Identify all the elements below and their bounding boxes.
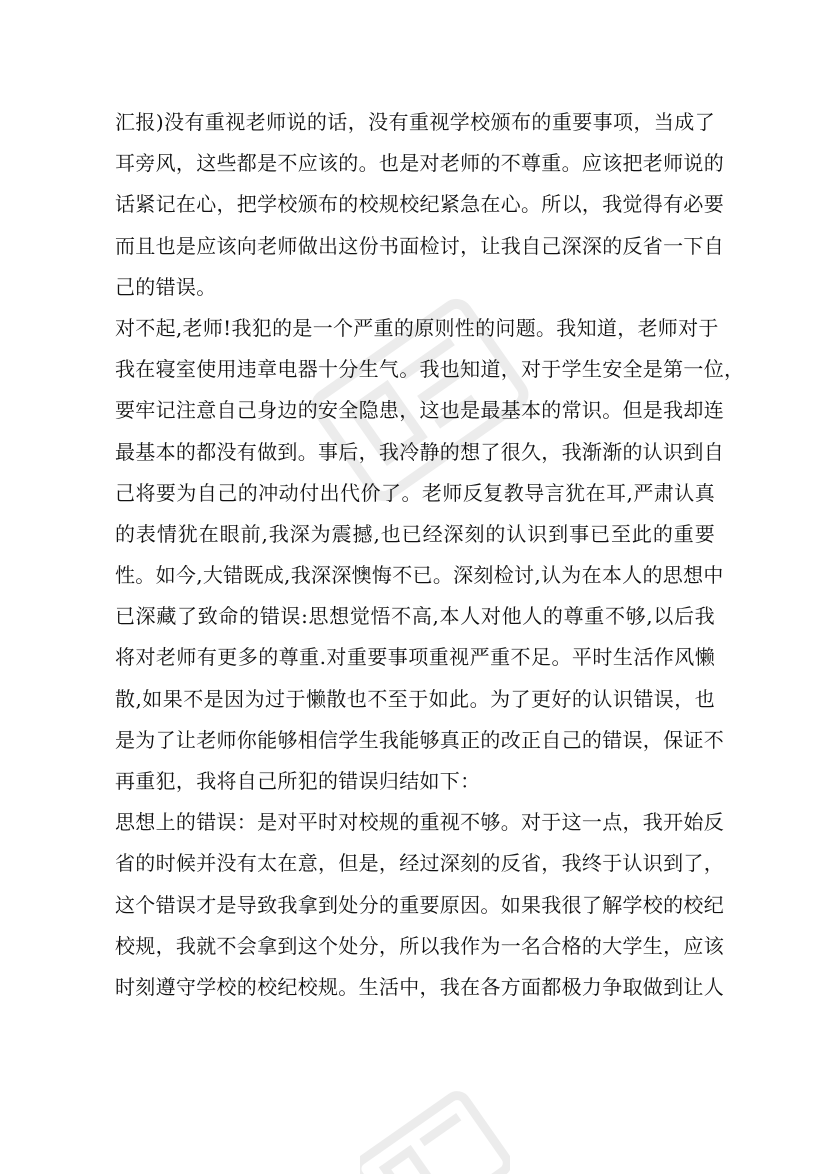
text-line: 已深藏了致命的错误:思想觉悟不高,本人对他人的尊重不够,以后我: [115, 604, 715, 629]
text-line: 己将要为自己的冲动付出代价了。老师反复教导言犹在耳,严肃认真: [115, 480, 715, 505]
text-line: 对不起,老师!我犯的是一个严重的原则性的问题。我知道，老师对于: [115, 315, 719, 340]
text-line: 的表情犹在眼前,我深为震撼,也已经深刻的认识到事已至此的重要: [115, 521, 715, 546]
text-line: 话紧记在心，把学校颁布的校规校纪紧急在心。所以，我觉得有必要: [115, 192, 724, 217]
text-line: 我在寝室使用违章电器十分生气。我也知道，对于学生安全是第一位，: [115, 357, 745, 382]
text-line: 将对老师有更多的尊重.对重要事项重视严重不足。平时生活作风懒: [115, 645, 715, 670]
text-line: 己的错误。: [115, 274, 217, 299]
text-line: 而且也是应该向老师做出这份书面检讨，让我自己深深的反省一下自: [115, 233, 724, 258]
text-line: 汇报)没有重视老师说的话，没有重视学校颁布的重要事项，当成了: [115, 110, 715, 134]
text-line: 散,如果不是因为过于懒散也不至于如此。为了更好的认识错误，也: [115, 686, 715, 711]
document-body: [115, 102, 745, 1008]
text-line: 性。如今,大错既成,我深深懊悔不已。深刻检讨,认为在本人的思想中: [115, 563, 724, 588]
text-line: 再重犯，我将自己所犯的错误归结如下：: [115, 769, 481, 793]
text-line: 最基本的都没有做到。事后，我冷静的想了很久，我渐渐的认识到自: [115, 439, 724, 464]
text-line: 省的时候并没有太在意，但是，经过深刻的反省，我终于认识到了，: [115, 851, 724, 876]
text-line: 是为了让老师你能够相信学生我能够真正的改正自己的错误，保证不: [115, 727, 724, 752]
text-line: 耳旁风，这些都是不应该的。也是对老师的不尊重。应该把老师说的: [115, 151, 724, 176]
watermark-fragment-icon: [360, 1080, 510, 1174]
text-line: 校规，我就不会拿到这个处分，所以我作为一名合格的大学生，应该: [115, 933, 724, 958]
text-line: 时刻遵守学校的校纪校规。生活中，我在各方面都极力争取做到让人: [115, 974, 724, 999]
text-line: 要牢记注意自己身边的安全隐患，这也是最基本的常识。但是我却连: [115, 398, 724, 423]
text-line: 思想上的错误：是对平时对校规的重视不够。对于这一点，我开始反: [115, 810, 724, 835]
text-line: 这个错误才是导致我拿到处分的重要原因。如果我很了解学校的校纪: [115, 892, 724, 917]
